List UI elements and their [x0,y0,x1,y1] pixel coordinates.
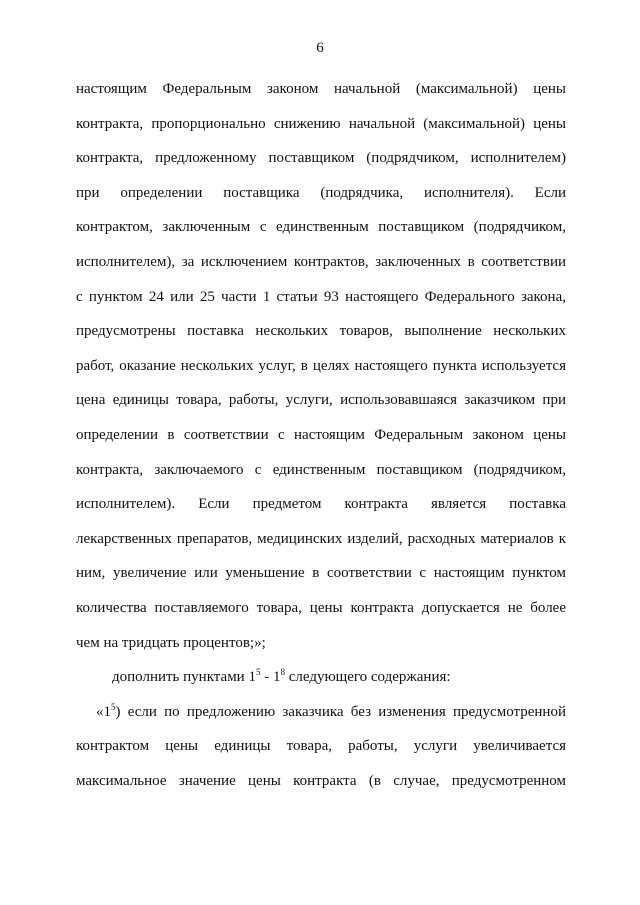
text-line: исполнителем). Если предметом контракта является поставка [76,496,566,513]
amendment-sup-start: 5 [255,667,261,678]
page-number: 6 [316,40,324,56]
text-line: работ, оказание нескольких услуг, в целях настоящего пункта используется [76,357,566,374]
amendment-text-after: следующего содержания: [284,669,451,686]
text-line: с пунктом 24 или 25 части 1 статьи 93 настоящего Федерального закона, [76,288,566,305]
amendment-sup-end: 8 [280,667,285,678]
text-line: чем на тридцать процентов;»; [76,634,266,651]
text-line: цена единицы товара, работы, услуги, использовавшаяся заказчиком при [76,392,566,409]
item-sup: 5 [111,701,116,712]
item-first-text: ) если по предложению заказчика без изменения предусмотренной [115,703,566,720]
item-open: «1 [96,703,111,720]
text-line: ним, увеличение или уменьшение в соответствии с настоящим пунктом [76,565,566,582]
text-line: лекарственных препаратов, медицинских изделий, расходных материалов к [76,530,566,547]
text-line: определении в соответствии с настоящим Федеральным законом цены [76,426,566,443]
amendment-line [76,660,566,695]
text-line: исполнителем), за исключением контрактов, заключенных в соответствии [76,253,566,270]
amendment-text-before: дополнить пунктами 1 [112,669,256,686]
body-text [76,72,566,798]
text-line: предусмотрены поставка нескольких товаров, выполнение нескольких [76,323,566,340]
text-line: контракта, заключаемого с единственным поставщиком (подрядчиком, [76,461,566,478]
amendment-text-mid: - 1 [260,669,281,686]
item-first-line [76,695,566,730]
text-line: максимальное значение цены контракта (в случае, предусмотренном [76,772,566,789]
text-line: контракта, пропорционально снижению начальной (максимальной) цены [76,115,566,132]
text-line: настоящим Федеральным законом начальной (максимальной) цены [76,81,566,97]
text-line: контрактом, заключенным с единственным поставщиком (подрядчиком, [76,219,566,236]
text-line: количества поставляемого товара, цены контракта допускается не более [76,599,566,616]
text-line: при определении поставщика (подрядчика, исполнителя). Если [76,184,566,201]
text-line: контрактом цены единицы товара, работы, услуги увеличивается [76,738,566,755]
text-line: контракта, предложенному поставщиком (подрядчиком, исполнителем) [76,150,566,167]
